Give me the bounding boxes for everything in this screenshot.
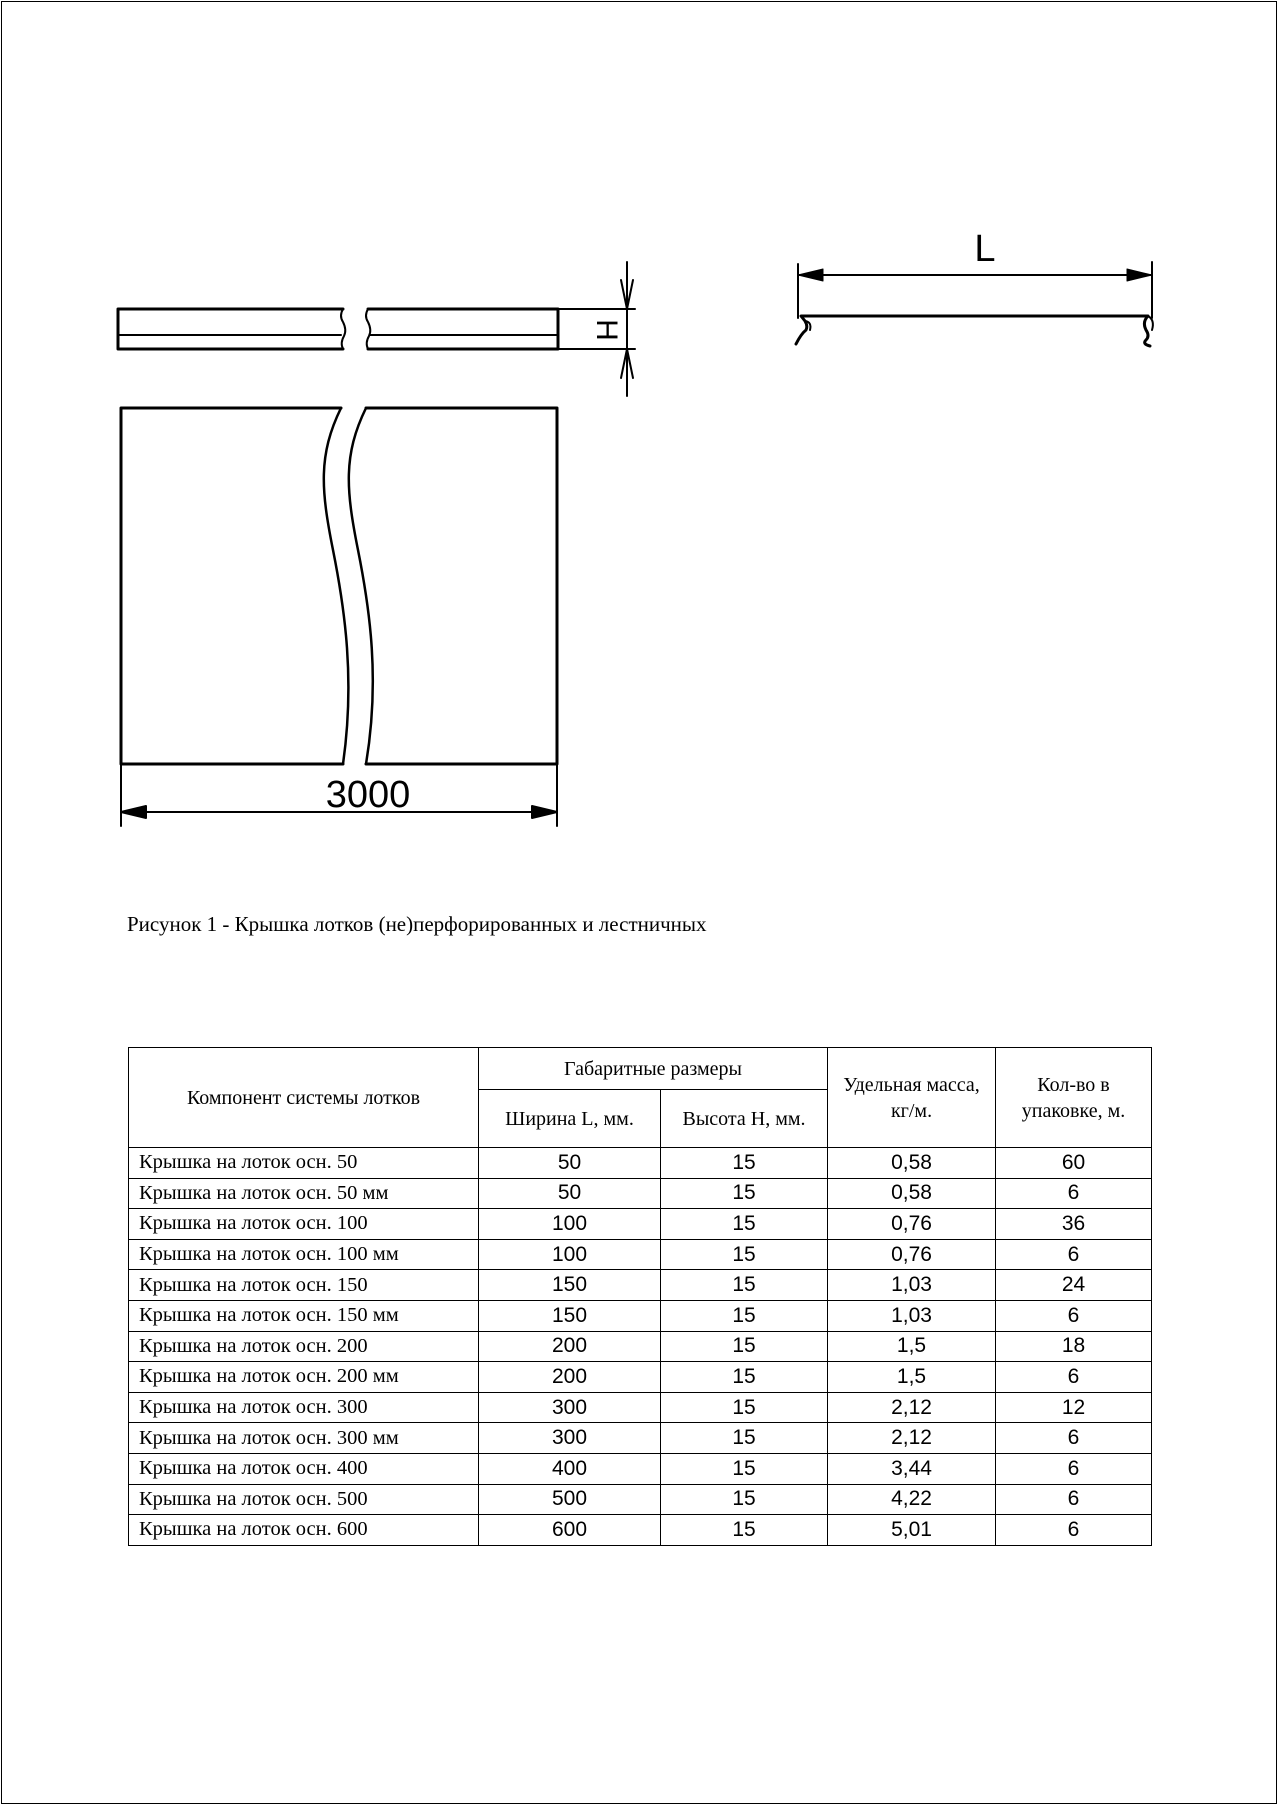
cell-height: 15: [661, 1239, 828, 1270]
cell-quantity: 60: [996, 1148, 1152, 1179]
table-row: [129, 1362, 1152, 1393]
cell-quantity: 6: [996, 1453, 1152, 1484]
cell-width: 300: [479, 1423, 661, 1454]
cell-quantity: 6: [996, 1300, 1152, 1331]
dim-length-label: 3000: [325, 774, 411, 816]
cell-height: 15: [661, 1515, 828, 1546]
cell-quantity: 6: [996, 1362, 1152, 1393]
header-quantity: Кол-во в упаковке, м.: [996, 1048, 1152, 1148]
cell-height: 15: [661, 1453, 828, 1484]
dim-width-label: L: [974, 228, 996, 270]
cell-name: Крышка на лоток осн. 150 мм: [129, 1300, 479, 1331]
cell-name: Крышка на лоток осн. 100 мм: [129, 1239, 479, 1270]
cell-name: Крышка на лоток осн. 50: [129, 1148, 479, 1179]
header-mass: Удельная масса, кг/м.: [828, 1048, 996, 1148]
side-view-cover: [118, 309, 558, 349]
cell-quantity: 36: [996, 1209, 1152, 1240]
cell-name: Крышка на лоток осн. 500: [129, 1484, 479, 1515]
cell-mass: 2,12: [828, 1392, 996, 1423]
cell-quantity: 6: [996, 1515, 1152, 1546]
table-row: [129, 1300, 1152, 1331]
cell-quantity: 6: [996, 1423, 1152, 1454]
cell-width: 100: [479, 1239, 661, 1270]
cell-width: 500: [479, 1484, 661, 1515]
header-width: Ширина L, мм.: [479, 1090, 661, 1148]
cell-height: 15: [661, 1392, 828, 1423]
spec-table: [128, 1047, 1152, 1546]
cell-mass: 3,44: [828, 1453, 996, 1484]
cell-width: 600: [479, 1515, 661, 1546]
technical-drawing: [0, 0, 1280, 860]
cell-quantity: 12: [996, 1392, 1152, 1423]
cell-quantity: 6: [996, 1239, 1152, 1270]
table-row: [129, 1331, 1152, 1362]
cell-height: 15: [661, 1178, 828, 1209]
cell-width: 200: [479, 1362, 661, 1393]
header-component: Компонент системы лотков: [129, 1048, 479, 1148]
cell-quantity: 24: [996, 1270, 1152, 1301]
cell-mass: 0,58: [828, 1148, 996, 1179]
table-row: [129, 1239, 1152, 1270]
cell-mass: 4,22: [828, 1484, 996, 1515]
table-row: [129, 1148, 1152, 1179]
cell-width: 400: [479, 1453, 661, 1484]
table-row: [129, 1484, 1152, 1515]
cell-name: Крышка на лоток осн. 50 мм: [129, 1178, 479, 1209]
cell-width: 100: [479, 1209, 661, 1240]
cell-height: 15: [661, 1362, 828, 1393]
cell-width: 300: [479, 1392, 661, 1423]
cell-quantity: 6: [996, 1484, 1152, 1515]
cell-height: 15: [661, 1209, 828, 1240]
table-row: [129, 1423, 1152, 1454]
cell-quantity: 6: [996, 1178, 1152, 1209]
cell-name: Крышка на лоток осн. 100: [129, 1209, 479, 1240]
cell-name: Крышка на лоток осн. 200 мм: [129, 1362, 479, 1393]
cell-height: 15: [661, 1270, 828, 1301]
cell-mass: 1,03: [828, 1300, 996, 1331]
cell-mass: 1,03: [828, 1270, 996, 1301]
cell-height: 15: [661, 1484, 828, 1515]
table-row: [129, 1453, 1152, 1484]
cell-width: 150: [479, 1270, 661, 1301]
top-view-cover: [121, 408, 557, 764]
cell-mass: 1,5: [828, 1362, 996, 1393]
cell-height: 15: [661, 1423, 828, 1454]
cell-name: Крышка на лоток осн. 300 мм: [129, 1423, 479, 1454]
cross-section-profile: [796, 262, 1153, 346]
table-row: [129, 1392, 1152, 1423]
cell-mass: 1,5: [828, 1331, 996, 1362]
table-row: [129, 1178, 1152, 1209]
cell-width: 200: [479, 1331, 661, 1362]
table-body: [129, 1148, 1152, 1546]
cell-name: Крышка на лоток осн. 200: [129, 1331, 479, 1362]
cell-mass: 0,76: [828, 1239, 996, 1270]
dim-height-label: H: [590, 319, 623, 341]
header-dimensions: Габаритные размеры: [479, 1048, 828, 1090]
cell-height: 15: [661, 1331, 828, 1362]
table-row: [129, 1209, 1152, 1240]
header-height: Высота Н, мм.: [661, 1090, 828, 1148]
table-row: [129, 1515, 1152, 1546]
cell-name: Крышка на лоток осн. 600: [129, 1515, 479, 1546]
cell-mass: 0,58: [828, 1178, 996, 1209]
cell-mass: 5,01: [828, 1515, 996, 1546]
cell-width: 50: [479, 1148, 661, 1179]
table-row: [129, 1270, 1152, 1301]
cell-height: 15: [661, 1300, 828, 1331]
cell-name: Крышка на лоток осн. 300: [129, 1392, 479, 1423]
cell-mass: 2,12: [828, 1423, 996, 1454]
cell-height: 15: [661, 1148, 828, 1179]
cell-quantity: 18: [996, 1331, 1152, 1362]
cell-name: Крышка на лоток осн. 400: [129, 1453, 479, 1484]
cell-width: 150: [479, 1300, 661, 1331]
cell-name: Крышка на лоток осн. 150: [129, 1270, 479, 1301]
cell-mass: 0,76: [828, 1209, 996, 1240]
cell-width: 50: [479, 1178, 661, 1209]
figure-caption: Рисунок 1 - Крышка лотков (не)перфорированных и лестничных: [127, 912, 707, 936]
